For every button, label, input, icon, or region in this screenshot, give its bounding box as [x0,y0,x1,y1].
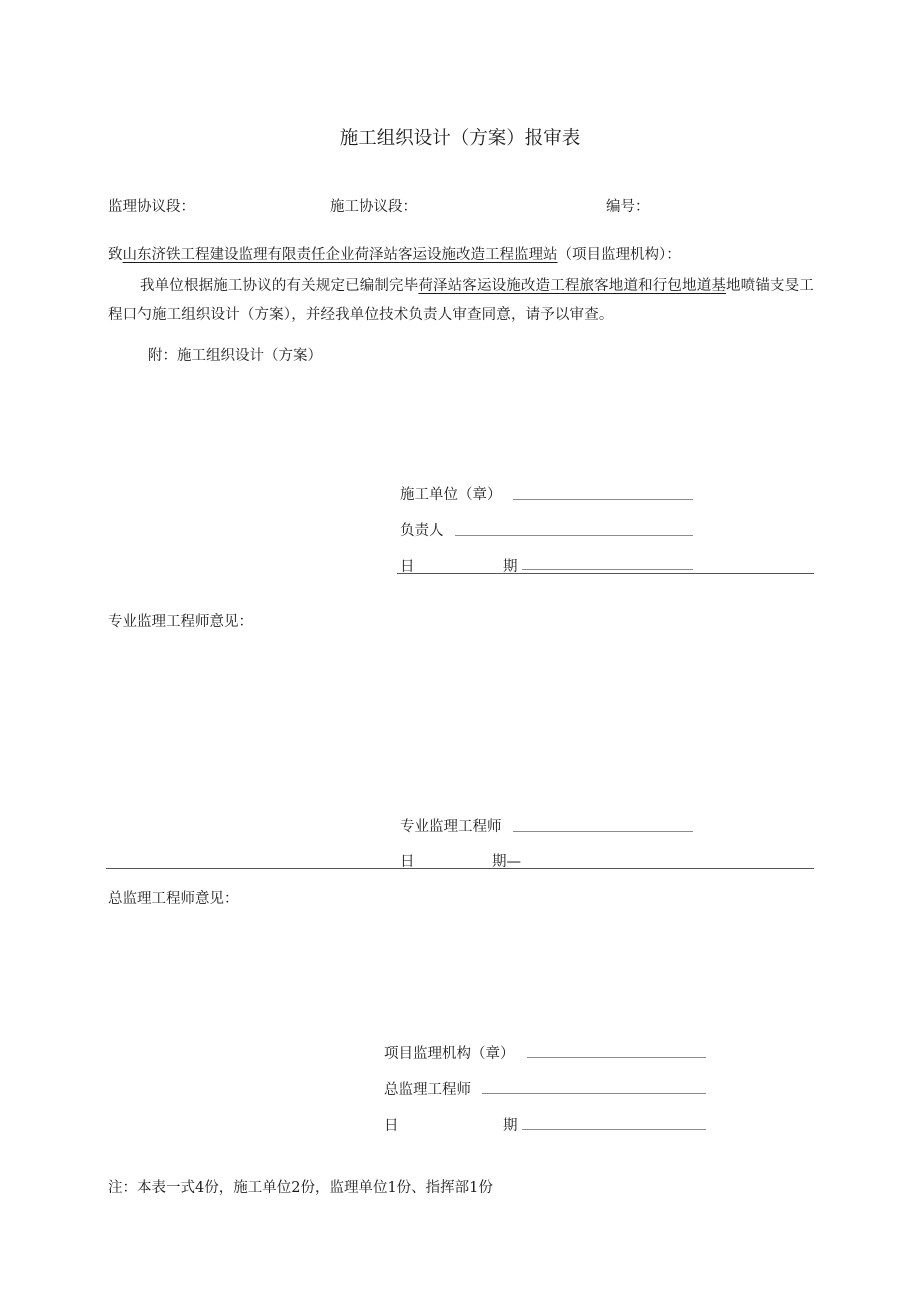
document-number-label: 编号： [606,199,650,215]
footnote: 注：本表一式4份，施工单位2份，监理单位1份、指挥部1份 [108,1180,493,1196]
supervision-section-label: 监理协议段： [108,199,195,215]
page-title: 施工组织设计（方案）报审表 [339,128,581,149]
chief-engineer-signature-line [482,1093,706,1094]
chief-engineer-label: 总监理工程师 [384,1082,471,1098]
chief-date-label-b: 期 [503,1118,518,1134]
section-divider-1 [397,573,814,574]
contractor-date-label-b: 期 [503,559,518,575]
chief-opinion-heading: 总监理工程师意见： [108,891,239,907]
chief-date-line [522,1129,706,1130]
addressee-prefix: 致 [108,247,123,263]
attachment-label: 附：施工组织设计（方案） [148,348,322,364]
contractor-unit-signature-line [513,499,693,500]
contractor-date-line [522,569,693,570]
specialist-date-label-b: 期— [492,854,521,870]
body-project-name: 荷泽站客运设施改造工程旅客地道和行包地道基 [418,278,727,294]
specialist-engineer-label: 专业监理工程师 [400,819,502,835]
specialist-engineer-signature-line [513,831,693,832]
chief-date-label-a: 日 [384,1118,399,1134]
body-paragraph [108,272,814,330]
specialist-opinion-heading: 专业监理工程师意见： [108,614,253,630]
contractor-unit-label: 施工单位（章） [400,487,502,503]
addressee-org: 山东济铁工程建设监理有限责任企业荷泽站客运设施改造工程监理站 [122,247,558,263]
section-divider-2 [106,868,814,869]
project-supervision-org-signature-line [527,1057,706,1058]
construction-section-label: 施工协议段： [330,199,417,215]
body-text-2: 地喷锚支旻工程口勺施工组织设计（方案），并经我单位技术负责人审查同意，请予以审查。 [108,278,814,323]
contractor-person-label: 负责人 [400,523,444,539]
contractor-person-signature-line [455,535,693,536]
contractor-date-label-a: 日 [400,559,415,575]
project-supervision-org-label: 项目监理机构（章） [384,1046,515,1062]
specialist-date-label-a: 日 [400,854,415,870]
addressee-line [108,243,681,264]
addressee-suffix: （项目监理机构）： [557,247,681,263]
body-text-1: 我单位根据施工协议的有关规定已编制完毕 [140,278,419,294]
